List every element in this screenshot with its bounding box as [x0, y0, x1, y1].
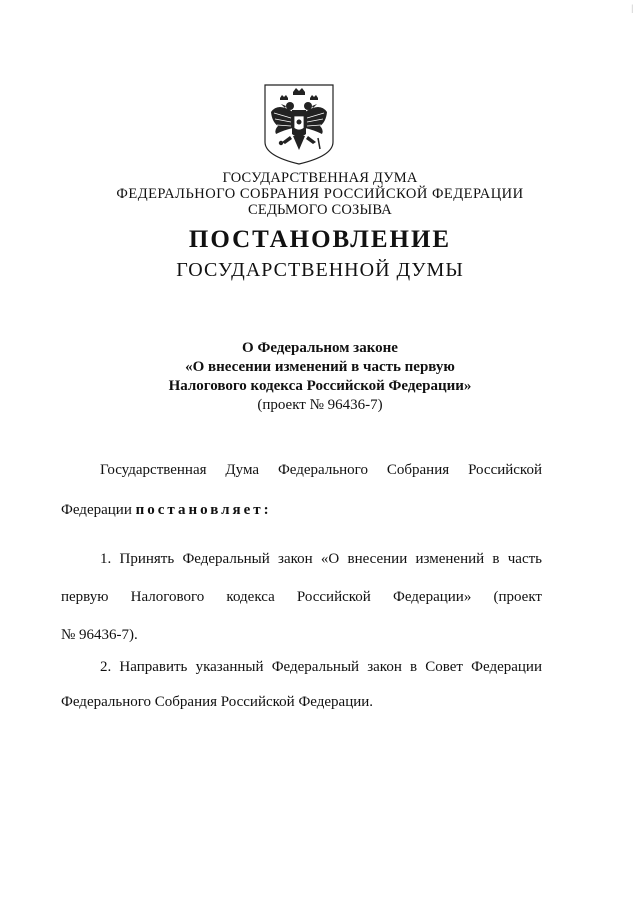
- project-number: (проект № 96436-7): [257, 397, 383, 413]
- preamble-federation: Федерации: [61, 502, 132, 518]
- margin-mark: |: [631, 3, 633, 13]
- convocation-line: СЕДЬМОГО СОЗЫВА: [248, 202, 392, 218]
- item1-line2: первую Налогового кодекса Российской Федерации» (проект: [61, 589, 542, 605]
- subject-line2: «О внесении изменений в часть первую: [185, 359, 455, 375]
- item1-line1: 1. Принять Федеральный закон «О внесении изменений в часть: [100, 551, 542, 567]
- document-issuer-subtitle: ГОСУДАРСТВЕННОЙ ДУМЫ: [176, 259, 464, 281]
- subject-line1: О Федеральном законе: [242, 340, 398, 356]
- org-name-line1: ГОСУДАРСТВЕННАЯ ДУМА: [222, 170, 418, 186]
- resolves-keyword: постановляет:: [135, 502, 272, 518]
- item1-line3: № 96436-7).: [61, 627, 138, 643]
- document-type-title: ПОСТАНОВЛЕНИЕ: [188, 226, 452, 253]
- preamble-line1: Государственная Дума Федерального Собрания Российской: [100, 462, 542, 478]
- item2-line2: Федерального Собрания Российской Федерации.: [61, 694, 374, 710]
- preamble-line2: [61, 502, 542, 519]
- item2-line1: 2. Направить указанный Федеральный закон в Совет Федерации: [100, 659, 542, 675]
- subject-line3: Налогового кодекса Российской Федерации»: [168, 378, 472, 394]
- coat-of-arms-icon: [262, 82, 336, 166]
- org-name-line2: ФЕДЕРАЛЬНОГО СОБРАНИЯ РОССИЙСКОЙ ФЕДЕРАЦИИ: [116, 186, 524, 202]
